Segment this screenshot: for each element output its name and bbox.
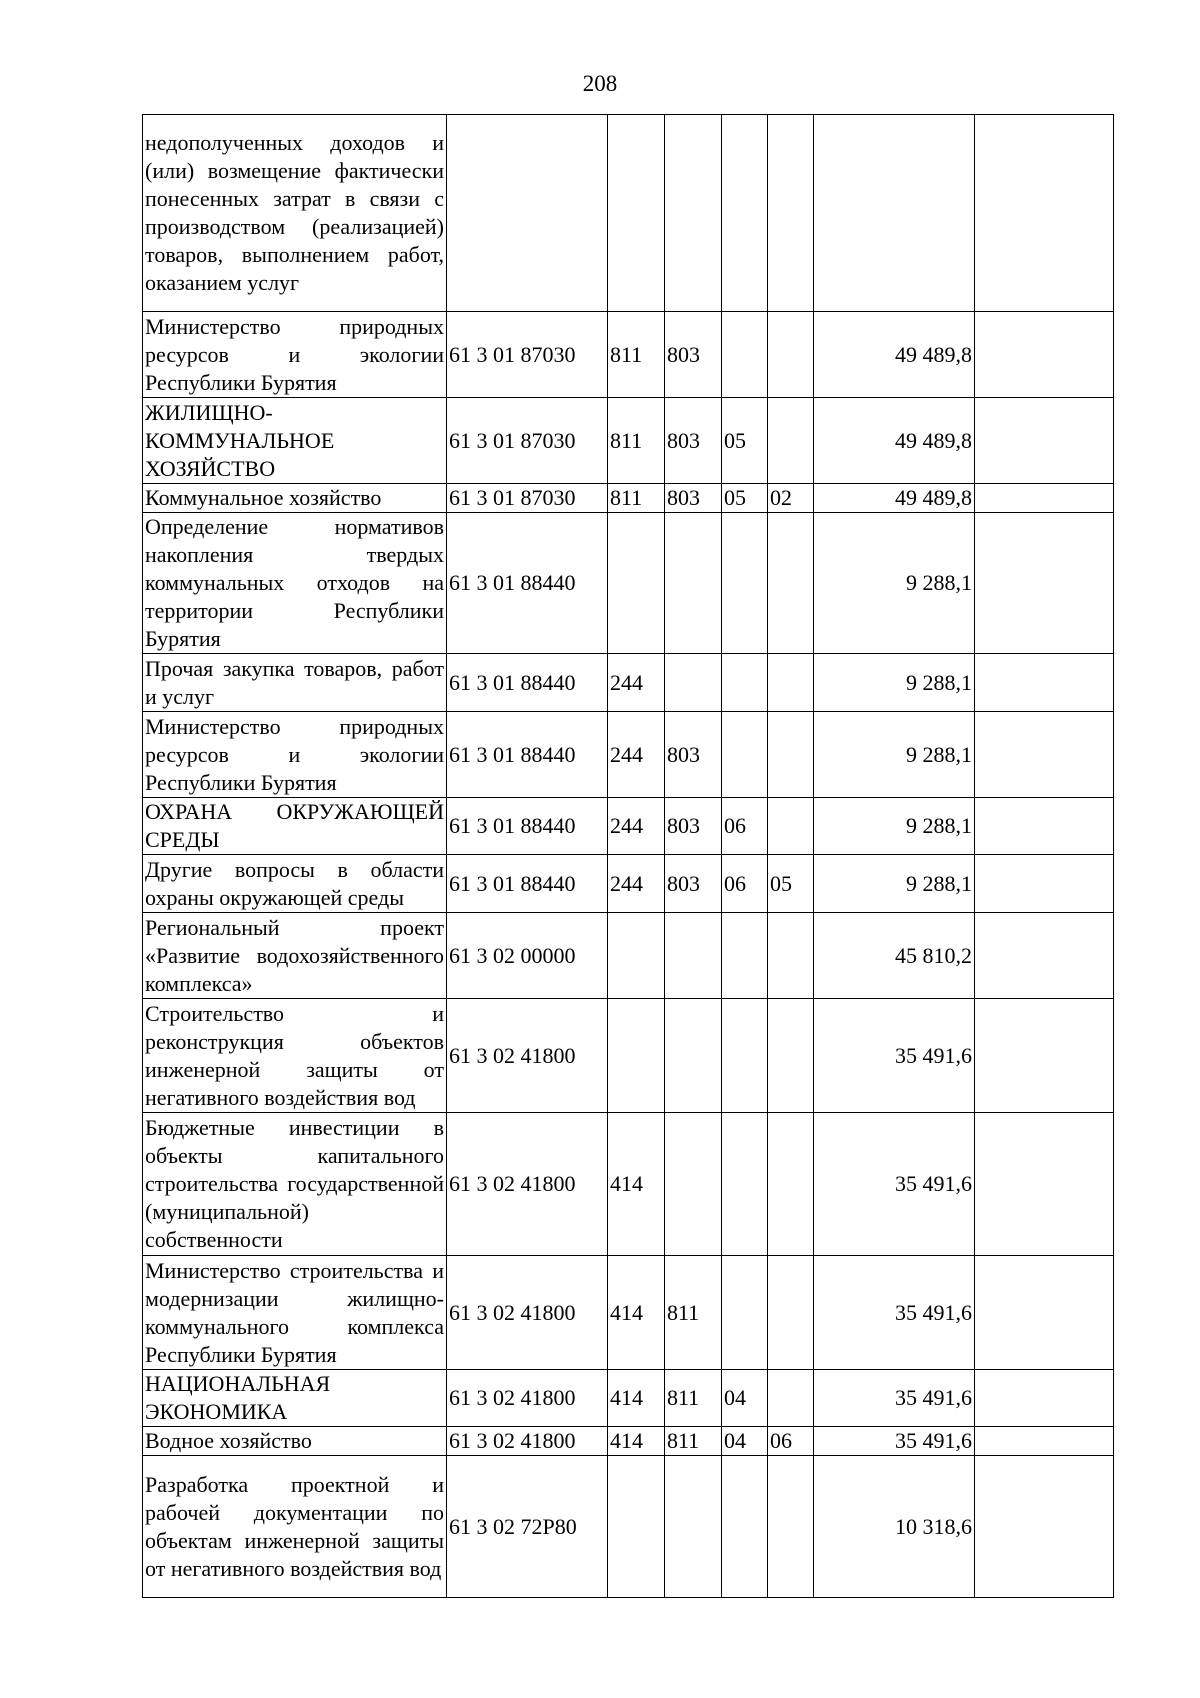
expense-type-cell xyxy=(608,115,665,312)
table-row xyxy=(143,999,1114,1113)
section-code-cell xyxy=(722,513,768,654)
target-item-code-cell: 61 3 02 41800 xyxy=(447,1370,608,1427)
expense-type-cell: 811 xyxy=(608,312,665,398)
extra-cell xyxy=(975,513,1114,654)
target-item-code-cell: 61 3 01 88440 xyxy=(447,654,608,712)
administrator-code-cell: 803 xyxy=(665,855,722,913)
section-code-cell: 05 xyxy=(722,484,768,513)
section-code-cell xyxy=(722,654,768,712)
expense-type-cell xyxy=(608,1456,665,1598)
section-code-cell: 06 xyxy=(722,798,768,855)
table-row xyxy=(143,798,1114,855)
extra-cell xyxy=(975,1113,1114,1256)
section-code-cell xyxy=(722,1456,768,1598)
section-code-cell: 04 xyxy=(722,1370,768,1427)
administrator-code-cell xyxy=(665,115,722,312)
expense-type-cell: 244 xyxy=(608,798,665,855)
target-item-code-cell: 61 3 01 88440 xyxy=(447,855,608,913)
amount-cell: 49 489,8 xyxy=(814,312,975,398)
administrator-code-cell: 811 xyxy=(665,1370,722,1427)
table-row xyxy=(143,654,1114,712)
table-row xyxy=(143,1256,1114,1370)
administrator-code-cell: 803 xyxy=(665,798,722,855)
expense-type-cell: 414 xyxy=(608,1370,665,1427)
subsection-code-cell xyxy=(768,1113,814,1256)
section-code-cell: 06 xyxy=(722,855,768,913)
target-item-code-cell: 61 3 01 87030 xyxy=(447,398,608,484)
target-item-code-cell: 61 3 01 88440 xyxy=(447,712,608,798)
expense-type-cell: 244 xyxy=(608,712,665,798)
amount-cell: 35 491,6 xyxy=(814,1113,975,1256)
row-name-cell: Прочая закупка товаров, работ и услуг xyxy=(143,654,447,712)
table-row xyxy=(143,115,1114,312)
extra-cell xyxy=(975,712,1114,798)
table-row xyxy=(143,712,1114,798)
subsection-code-cell: 06 xyxy=(768,1427,814,1456)
section-code-cell xyxy=(722,999,768,1113)
section-code-cell: 05 xyxy=(722,398,768,484)
target-item-code-cell: 61 3 02 41800 xyxy=(447,1427,608,1456)
amount-cell: 35 491,6 xyxy=(814,1256,975,1370)
administrator-code-cell xyxy=(665,1113,722,1256)
expense-type-cell: 244 xyxy=(608,855,665,913)
administrator-code-cell: 811 xyxy=(665,1256,722,1370)
expense-type-cell xyxy=(608,513,665,654)
target-item-code-cell: 61 3 02 41800 xyxy=(447,1256,608,1370)
subsection-code-cell xyxy=(768,1370,814,1427)
table-row xyxy=(143,1370,1114,1427)
expense-type-cell xyxy=(608,999,665,1113)
amount-cell: 9 288,1 xyxy=(814,712,975,798)
amount-cell: 9 288,1 xyxy=(814,513,975,654)
budget-table xyxy=(142,114,1114,1598)
administrator-code-cell: 803 xyxy=(665,484,722,513)
subsection-code-cell xyxy=(768,999,814,1113)
extra-cell xyxy=(975,312,1114,398)
table-row xyxy=(143,312,1114,398)
amount-cell: 49 489,8 xyxy=(814,484,975,513)
table-row xyxy=(143,398,1114,484)
amount-cell: 9 288,1 xyxy=(814,654,975,712)
administrator-code-cell xyxy=(665,913,722,999)
table-row xyxy=(143,1427,1114,1456)
extra-cell xyxy=(975,1256,1114,1370)
section-code-cell xyxy=(722,115,768,312)
target-item-code-cell xyxy=(447,115,608,312)
target-item-code-cell: 61 3 01 88440 xyxy=(447,513,608,654)
row-name-cell: ЖИЛИЩНО-КОММУНАЛЬНОЕ ХОЗЯЙСТВО xyxy=(143,398,447,484)
amount-cell: 35 491,6 xyxy=(814,999,975,1113)
row-name-cell: Коммунальное хозяйство xyxy=(143,484,447,513)
expense-type-cell: 811 xyxy=(608,484,665,513)
target-item-code-cell: 61 3 01 88440 xyxy=(447,798,608,855)
subsection-code-cell xyxy=(768,513,814,654)
target-item-code-cell: 61 3 02 00000 xyxy=(447,913,608,999)
extra-cell xyxy=(975,1427,1114,1456)
row-name-cell: Бюджетные инвестиции в объекты капитального строительства государственной (муниципальной) собственности xyxy=(143,1113,447,1256)
administrator-code-cell xyxy=(665,1456,722,1598)
row-name-cell: Региональный проект «Развитие водохозяйственного комплекса» xyxy=(143,913,447,999)
amount-cell: 49 489,8 xyxy=(814,398,975,484)
administrator-code-cell: 803 xyxy=(665,312,722,398)
section-code-cell xyxy=(722,913,768,999)
amount-cell: 45 810,2 xyxy=(814,913,975,999)
amount-cell: 9 288,1 xyxy=(814,798,975,855)
subsection-code-cell xyxy=(768,398,814,484)
extra-cell xyxy=(975,484,1114,513)
subsection-code-cell xyxy=(768,654,814,712)
section-code-cell xyxy=(722,312,768,398)
section-code-cell xyxy=(722,712,768,798)
administrator-code-cell: 803 xyxy=(665,398,722,484)
table-row xyxy=(143,1113,1114,1256)
administrator-code-cell xyxy=(665,999,722,1113)
table-row xyxy=(143,484,1114,513)
section-code-cell xyxy=(722,1113,768,1256)
row-name-cell: Министерство строительства и модернизации жилищно-коммунального комплекса Республики Бурятия xyxy=(143,1256,447,1370)
amount-cell: 35 491,6 xyxy=(814,1370,975,1427)
amount-cell: 9 288,1 xyxy=(814,855,975,913)
amount-cell: 10 318,6 xyxy=(814,1456,975,1598)
expense-type-cell xyxy=(608,913,665,999)
administrator-code-cell: 811 xyxy=(665,1427,722,1456)
row-name-cell: ОХРАНА ОКРУЖАЮЩЕЙ СРЕДЫ xyxy=(143,798,447,855)
expense-type-cell: 244 xyxy=(608,654,665,712)
table-row xyxy=(143,1456,1114,1598)
row-name-cell: Другие вопросы в области охраны окружающей среды xyxy=(143,855,447,913)
administrator-code-cell: 803 xyxy=(665,712,722,798)
extra-cell xyxy=(975,654,1114,712)
extra-cell xyxy=(975,798,1114,855)
table-row xyxy=(143,513,1114,654)
row-name-cell: недополученных доходов и (или) возмещение фактически понесенных затрат в связи с производством (реализацией) товаров, выполнением работ, оказанием услуг xyxy=(143,115,447,312)
target-item-code-cell: 61 3 02 41800 xyxy=(447,1113,608,1256)
target-item-code-cell: 61 3 02 72Р80 xyxy=(447,1456,608,1598)
subsection-code-cell xyxy=(768,712,814,798)
extra-cell xyxy=(975,999,1114,1113)
row-name-cell: Министерство природных ресурсов и экологии Республики Бурятия xyxy=(143,312,447,398)
amount-cell: 35 491,6 xyxy=(814,1427,975,1456)
row-name-cell: Водное хозяйство xyxy=(143,1427,447,1456)
row-name-cell: НАЦИОНАЛЬНАЯ ЭКОНОМИКА xyxy=(143,1370,447,1427)
expense-type-cell: 414 xyxy=(608,1427,665,1456)
section-code-cell xyxy=(722,1256,768,1370)
subsection-code-cell xyxy=(768,115,814,312)
extra-cell xyxy=(975,855,1114,913)
subsection-code-cell xyxy=(768,1256,814,1370)
extra-cell xyxy=(975,398,1114,484)
table-row xyxy=(143,913,1114,999)
extra-cell xyxy=(975,1456,1114,1598)
row-name-cell: Строительство и реконструкция объектов инженерной защиты от негативного воздействия вод xyxy=(143,999,447,1113)
page-number: 208 xyxy=(582,71,618,96)
subsection-code-cell xyxy=(768,913,814,999)
expense-type-cell: 414 xyxy=(608,1113,665,1256)
extra-cell xyxy=(975,1370,1114,1427)
table-row xyxy=(143,855,1114,913)
subsection-code-cell xyxy=(768,798,814,855)
row-name-cell: Разработка проектной и рабочей документации по объектам инженерной защиты от негативного воздействия вод xyxy=(143,1456,447,1598)
row-name-cell: Определение нормативов накопления твердых коммунальных отходов на территории Республики Бурятия xyxy=(143,513,447,654)
target-item-code-cell: 61 3 02 41800 xyxy=(447,999,608,1113)
extra-cell xyxy=(975,115,1114,312)
subsection-code-cell: 02 xyxy=(768,484,814,513)
subsection-code-cell: 05 xyxy=(768,855,814,913)
amount-cell xyxy=(814,115,975,312)
section-code-cell: 04 xyxy=(722,1427,768,1456)
subsection-code-cell xyxy=(768,312,814,398)
target-item-code-cell: 61 3 01 87030 xyxy=(447,484,608,513)
extra-cell xyxy=(975,913,1114,999)
subsection-code-cell xyxy=(768,1456,814,1598)
expense-type-cell: 414 xyxy=(608,1256,665,1370)
row-name-cell: Министерство природных ресурсов и экологии Республики Бурятия xyxy=(143,712,447,798)
target-item-code-cell: 61 3 01 87030 xyxy=(447,312,608,398)
administrator-code-cell xyxy=(665,513,722,654)
administrator-code-cell xyxy=(665,654,722,712)
expense-type-cell: 811 xyxy=(608,398,665,484)
